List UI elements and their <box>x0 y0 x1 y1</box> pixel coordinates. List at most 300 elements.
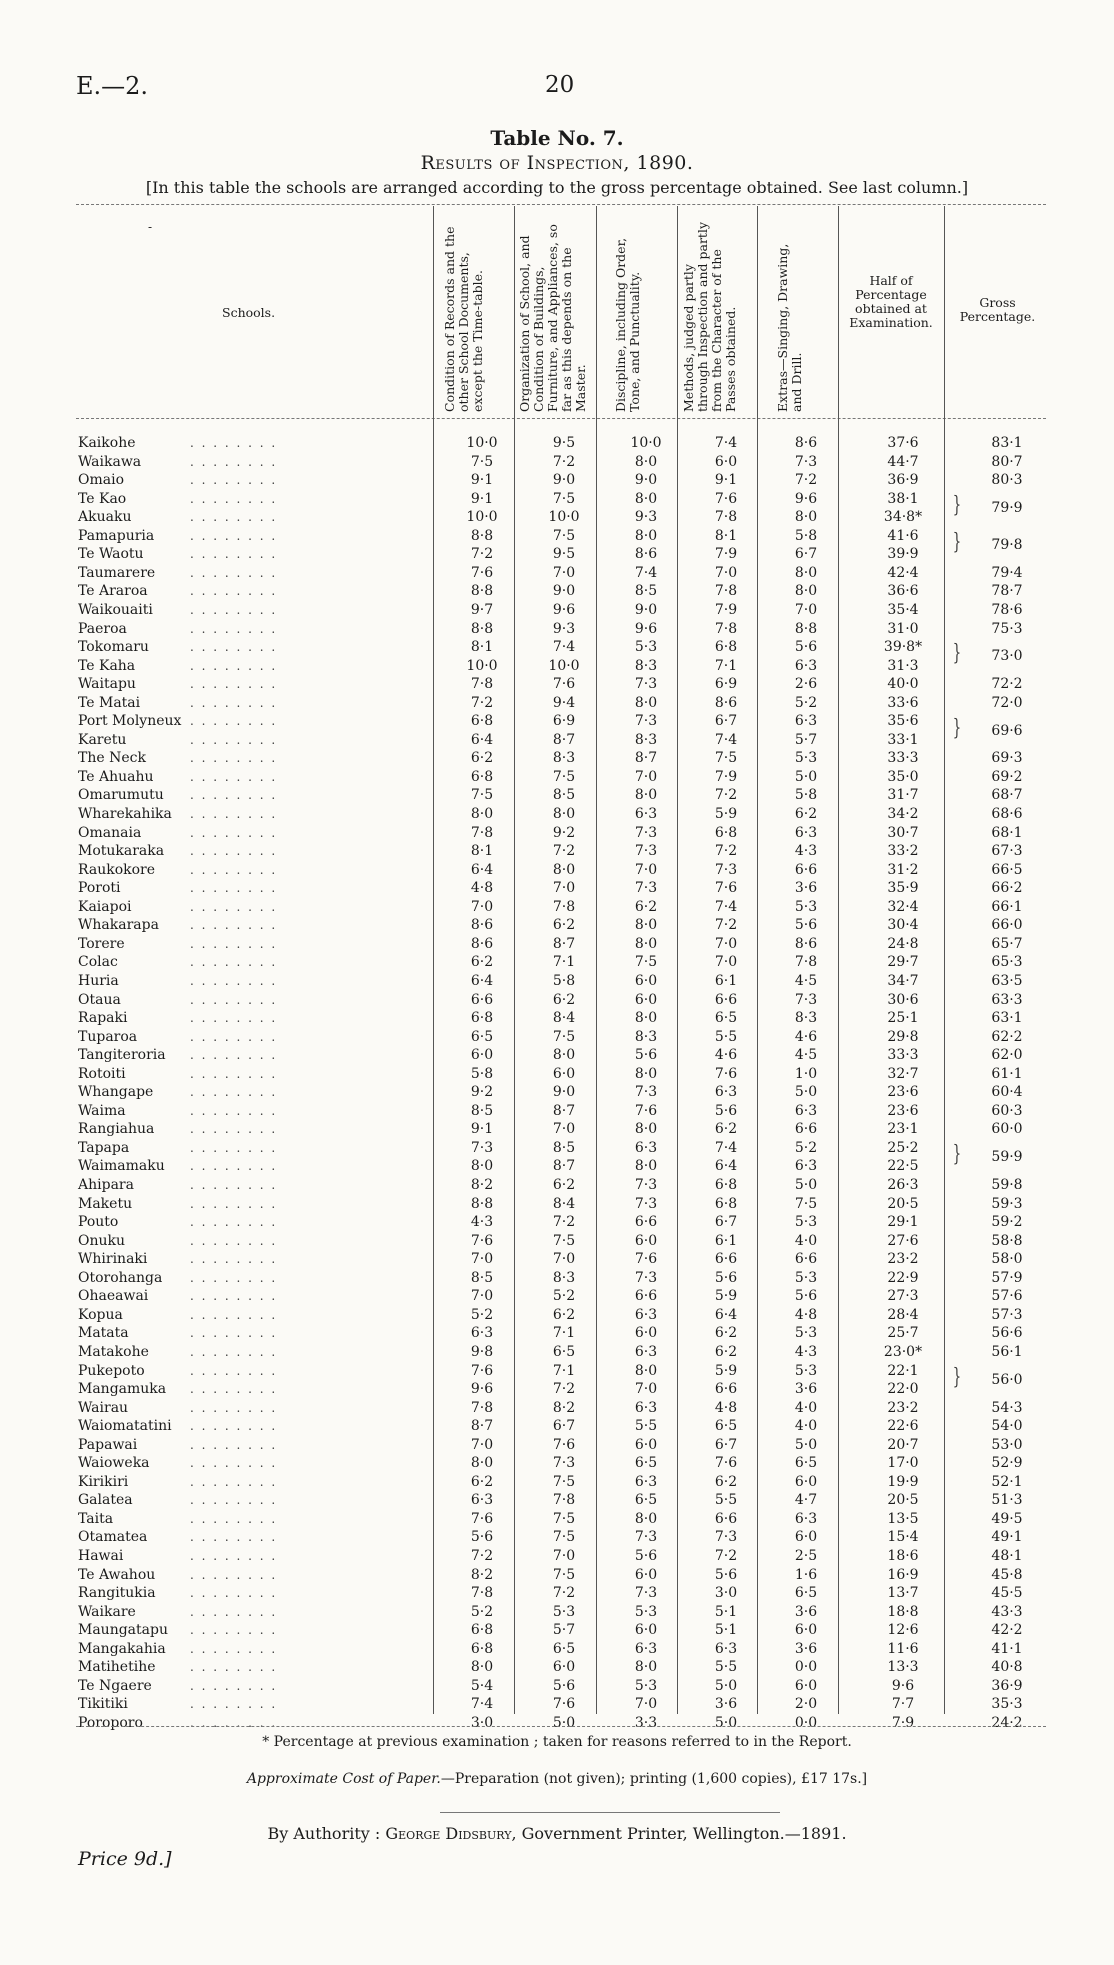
cell-c4: 6·8 <box>714 824 738 841</box>
cell-c1: 7·3 <box>470 1139 494 1156</box>
leader-dots: . . . . . . . . <box>190 881 278 896</box>
cell-c7: 78·7 <box>991 583 1023 600</box>
cell-c4: 7·8 <box>714 583 738 600</box>
leader-dots: . . . . . . . . <box>190 732 278 747</box>
cell-c6: 40·0 <box>887 676 919 693</box>
cell-c2: 7·8 <box>552 898 576 915</box>
cell-c5: 5·0 <box>794 1084 818 1101</box>
cell-c5: 8·6 <box>794 935 818 952</box>
cell-c6: 23·1 <box>887 1121 919 1138</box>
cell-c2: 7·5 <box>552 490 576 507</box>
table-row <box>0 582 1114 600</box>
leader-dots: . . . . . . . . <box>190 1103 278 1118</box>
cell-c1: 7·6 <box>470 1362 494 1379</box>
authority-rule <box>440 1812 780 1813</box>
leader-dots: . . . . . . . . <box>190 1011 278 1026</box>
cell-c1: 8·1 <box>470 639 494 656</box>
cell-c1: 6·2 <box>470 954 494 971</box>
school-name: Paeroa <box>78 620 127 637</box>
cell-c2: 5·8 <box>552 972 576 989</box>
cell-c5: 7·0 <box>794 601 818 618</box>
cell-c7: 62·2 <box>991 1028 1023 1045</box>
cell-c2: 5·0 <box>552 1714 576 1731</box>
cell-c1: 7·0 <box>470 1288 494 1305</box>
table-row <box>0 1343 1114 1361</box>
table-row <box>0 1213 1114 1231</box>
cell-c2: 8·7 <box>552 935 576 952</box>
cell-c4: 6·9 <box>714 676 738 693</box>
cell-c2: 9·5 <box>552 546 576 563</box>
brace-mark: } <box>952 641 962 667</box>
cell-c7: 80·3 <box>991 472 1023 489</box>
header-top-rule <box>76 204 1046 205</box>
table-row <box>0 453 1114 471</box>
cell-c3: 6·5 <box>634 1492 658 1509</box>
cell-c6: 31·7 <box>887 787 919 804</box>
cell-c4: 5·5 <box>714 1028 738 1045</box>
cell-c2: 8·3 <box>552 1269 576 1286</box>
table-row <box>0 1306 1114 1324</box>
table-row <box>0 1491 1114 1509</box>
cell-c3: 7·3 <box>634 824 658 841</box>
cell-c1: 8·8 <box>470 583 494 600</box>
cell-c2: 7·5 <box>552 1028 576 1045</box>
school-name: Matihetihe <box>78 1659 156 1676</box>
cell-c5: 5·8 <box>794 787 818 804</box>
cell-c5: 6·3 <box>794 1158 818 1175</box>
cell-c7: 65·7 <box>991 935 1023 952</box>
cell-c5: 0·0 <box>794 1659 818 1676</box>
cell-c4: 6·7 <box>714 1436 738 1453</box>
leader-dots: . . . . . . . . <box>190 1178 278 1192</box>
cell-c5: 8·3 <box>794 1010 818 1027</box>
cell-c5: 2·5 <box>794 1548 818 1564</box>
cell-c3: 7·5 <box>634 954 658 971</box>
cell-c3: 8·0 <box>634 1158 658 1175</box>
school-name: Poroporo <box>78 1714 143 1731</box>
cell-c6: 29·7 <box>887 954 919 971</box>
school-name: Maketu <box>78 1195 133 1212</box>
cell-c5: 2·6 <box>794 676 818 693</box>
cell-c4: 5·9 <box>714 1362 738 1379</box>
leader-dots: . . . . . . . . <box>190 1289 278 1304</box>
table-row <box>0 898 1114 916</box>
cell-c1: 5·2 <box>470 1603 494 1620</box>
cell-c5: 6·0 <box>794 1622 818 1639</box>
school-name: Akuaku <box>78 509 132 526</box>
braced-gross-percentage <box>0 1371 1114 1389</box>
cell-c6: 25·7 <box>887 1325 919 1342</box>
cell-c1: 6·8 <box>470 713 494 730</box>
leader-dots: . . . . . . . . <box>190 1456 278 1471</box>
school-name: Pukepoto <box>78 1362 145 1379</box>
cell-c4: 6·6 <box>714 1510 738 1527</box>
school-name: Pamapuria <box>78 527 155 544</box>
cell-c3: 6·3 <box>634 1399 658 1416</box>
table-row <box>0 675 1114 693</box>
cell-c5: 5·3 <box>794 1269 818 1286</box>
cell-c3: 9·3 <box>634 509 658 526</box>
table-row <box>0 1065 1114 1083</box>
cell-c6: 16·9 <box>887 1566 919 1583</box>
table-row <box>0 1250 1114 1268</box>
cell-c4: 8·1 <box>714 527 738 544</box>
cell-c5: 4·3 <box>794 843 818 860</box>
school-name: Maungatapu <box>78 1622 168 1639</box>
cell-c5: 5·6 <box>794 1288 818 1305</box>
cell-c6: 18·6 <box>887 1548 919 1564</box>
cell-c6: 7·7 <box>891 1696 915 1713</box>
cell-c1: 6·8 <box>470 1010 494 1027</box>
cell-c7: 72·2 <box>991 676 1023 693</box>
brace-mark: } <box>952 530 962 556</box>
cell-c1: 7·5 <box>470 453 494 470</box>
cell-c4: 4·8 <box>714 1399 738 1416</box>
cell-c6: 34·8* <box>883 509 923 526</box>
authority-line <box>0 1824 1114 1843</box>
cell-c4: 7·6 <box>714 1455 738 1472</box>
cell-c6: 25·1 <box>887 1010 919 1027</box>
cell-c4: 7·2 <box>714 1548 738 1564</box>
school-name: Taumarere <box>78 564 156 581</box>
cell-c3: 6·0 <box>634 1325 658 1342</box>
cell-c3: 7·3 <box>634 843 658 860</box>
cell-c5: 6·3 <box>794 1510 818 1527</box>
table-row <box>0 1102 1114 1120</box>
cell-c3: 5·6 <box>634 1047 658 1064</box>
leader-dots: . . . . . . . . <box>190 1066 278 1081</box>
cell-c2: 9·6 <box>552 601 576 618</box>
leader-dots: . . . . . . . . <box>190 769 278 784</box>
cell-c7: 83·1 <box>991 435 1023 451</box>
cell-c5: 4·0 <box>794 1399 818 1416</box>
cell-c6: 22·9 <box>887 1269 919 1286</box>
cell-c5: 5·2 <box>794 1139 818 1156</box>
cell-c5: 5·6 <box>794 917 818 934</box>
leader-dots: . . . . . . . . <box>190 1159 278 1174</box>
cell-c6: 13·3 <box>887 1659 919 1676</box>
school-name: Te Kao <box>78 490 127 507</box>
cell-c5: 8·0 <box>794 564 818 581</box>
cell-c5: 5·3 <box>794 898 818 915</box>
cell-c2: 6·0 <box>552 1659 576 1676</box>
school-name: Waima <box>78 1102 126 1119</box>
cell-c6: 23·2 <box>887 1251 919 1268</box>
cell-c2: 7·0 <box>552 1251 576 1268</box>
school-name: Otorohanga <box>78 1269 163 1286</box>
cell-c1: 7·8 <box>470 824 494 841</box>
cell-c1: 6·2 <box>470 1473 494 1490</box>
cell-c6: 23·0* <box>883 1343 923 1360</box>
table-row <box>0 1324 1114 1342</box>
cell-c4: 7·6 <box>714 880 738 897</box>
cell-c2: 5·7 <box>552 1622 576 1639</box>
cell-c1: 9·8 <box>470 1343 494 1360</box>
cell-c3: 7·3 <box>634 1195 658 1212</box>
leader-dots: . . . . . . . . <box>190 862 278 877</box>
leader-dots: . . . . . . . . <box>190 1029 278 1044</box>
cell-c3: 6·3 <box>634 806 658 822</box>
cell-c4: 5·6 <box>714 1566 738 1583</box>
header-extras: Extras—Singing, Drawing, and Drill. <box>775 243 804 412</box>
cell-c5: 0·0 <box>794 1714 818 1731</box>
cell-c2: 8·0 <box>552 806 576 822</box>
leader-dots: . . . . . . . . <box>190 1419 278 1434</box>
school-name: Te Araroa <box>78 583 148 600</box>
cell-c1: 8·1 <box>470 843 494 860</box>
cell-c5: 6·6 <box>794 1251 818 1268</box>
cell-c6: 13·7 <box>887 1585 919 1602</box>
header-methods: Methods, judged partly through Inspection and partly from the Character of the Passes obtained. <box>681 221 738 412</box>
table-row <box>0 991 1114 1009</box>
cell-c7: 66·2 <box>991 880 1023 897</box>
cell-c1: 7·8 <box>470 676 494 693</box>
cell-c6: 22·5 <box>887 1158 919 1175</box>
table-row <box>0 1658 1114 1676</box>
cell-c6: 28·4 <box>887 1306 919 1323</box>
cell-c7: 57·6 <box>991 1288 1023 1305</box>
school-name: Pouto <box>78 1214 119 1231</box>
cell-c3: 6·5 <box>634 1455 658 1472</box>
school-name: Otaua <box>78 991 121 1008</box>
cell-c7: 63·3 <box>991 991 1023 1008</box>
cell-c3: 7·0 <box>634 1381 658 1398</box>
cell-c1: 8·2 <box>470 1177 494 1193</box>
braced-gross-percentage <box>0 536 1114 554</box>
school-name: Raukokore <box>78 861 156 878</box>
cell-c6: 38·1 <box>887 490 919 507</box>
school-name: Rangiahua <box>78 1121 155 1138</box>
cell-c6: 35·4 <box>887 601 919 618</box>
cell-c4: 7·0 <box>714 954 738 971</box>
leader-dots: . . . . . . . . <box>190 807 278 821</box>
cell-c1: 8·0 <box>470 1455 494 1472</box>
cell-c7: 62·0 <box>991 1047 1023 1064</box>
cell-c7: 57·9 <box>991 1269 1023 1286</box>
cell-c6: 31·2 <box>887 861 919 878</box>
leader-dots: . . . . . . . . <box>190 1530 278 1545</box>
school-name: Kaiapoi <box>78 898 132 915</box>
cell-c2: 7·6 <box>552 1436 576 1453</box>
leader-dots: . . . . . . . . <box>190 1623 278 1638</box>
school-name: Galatea <box>78 1492 133 1509</box>
cell-c3: 8·7 <box>634 750 658 767</box>
cell-c5: 4·7 <box>794 1492 818 1509</box>
cell-c6: 27·3 <box>887 1288 919 1305</box>
table-row <box>0 620 1114 638</box>
cell-c3: 8·0 <box>634 1010 658 1027</box>
cell-c7: 56·1 <box>991 1343 1023 1360</box>
cell-c1: 8·5 <box>470 1102 494 1119</box>
school-name: Colac <box>78 954 118 971</box>
cell-c6: 20·7 <box>887 1436 919 1453</box>
cell-c4: 7·9 <box>714 768 738 785</box>
leader-dots: . . . . . . . . <box>190 565 278 580</box>
cell-c2: 7·2 <box>552 1381 576 1398</box>
leader-dots: . . . . . . . . <box>190 1660 278 1675</box>
school-name: Kopua <box>78 1306 123 1323</box>
cell-c6: 39·8* <box>883 639 923 656</box>
cell-c3: 8·3 <box>634 657 658 674</box>
leader-dots: . . . . . . . . <box>190 1382 278 1397</box>
cell-c2: 8·5 <box>552 1139 576 1156</box>
cell-c6: 32·4 <box>887 898 919 915</box>
cell-c7: 48·1 <box>991 1548 1023 1564</box>
cell-c7: 79·4 <box>991 564 1023 581</box>
cell-c7: 54·3 <box>991 1399 1023 1416</box>
school-name: Ohaeawai <box>78 1288 149 1305</box>
cell-c3: 8·5 <box>634 583 658 600</box>
cell-c7: 52·1 <box>991 1473 1023 1490</box>
cell-c4: 7·2 <box>714 787 738 804</box>
cell-c5: 5·3 <box>794 750 818 767</box>
table-bottom-rule <box>76 1726 1046 1727</box>
school-name: Whirinaki <box>78 1251 148 1268</box>
table-row <box>0 1399 1114 1417</box>
table-subtitle: Results of Inspection, 1890. <box>420 152 694 174</box>
cell-c3: 8·0 <box>634 490 658 507</box>
leader-dots: . . . . . . . . <box>190 751 278 766</box>
cell-c1: 8·2 <box>470 1566 494 1583</box>
cell-c7: 79·9 <box>991 499 1023 516</box>
cell-c3: 5·3 <box>634 1603 658 1620</box>
cell-c1: 7·6 <box>470 564 494 581</box>
cell-c3: 8·0 <box>634 787 658 804</box>
cell-c5: 4·3 <box>794 1343 818 1360</box>
cell-c1: 5·4 <box>470 1677 494 1694</box>
table-row <box>0 1120 1114 1138</box>
header-records: Condition of Records and the other School Documents, except the Time-table. <box>442 226 485 412</box>
cell-c5: 6·0 <box>794 1529 818 1546</box>
cell-c4: 6·3 <box>714 1640 738 1657</box>
cell-c7: 60·0 <box>991 1121 1023 1138</box>
cell-c2: 7·2 <box>552 1214 576 1231</box>
cell-c6: 24·8 <box>887 935 919 952</box>
table-row <box>0 1547 1114 1565</box>
cell-c1: 6·5 <box>470 1028 494 1045</box>
cell-c1: 8·6 <box>470 917 494 934</box>
cell-c2: 7·5 <box>552 768 576 785</box>
cell-c1: 7·5 <box>470 787 494 804</box>
cell-c3: 6·6 <box>634 1214 658 1231</box>
school-name: Wharekahika <box>78 806 172 822</box>
cell-c3: 3·3 <box>634 1714 658 1731</box>
cell-c2: 6·9 <box>552 713 576 730</box>
leader-dots: . . . . . . . . <box>190 1511 278 1526</box>
cell-c4: 3·0 <box>714 1585 738 1602</box>
cell-c2: 9·2 <box>552 824 576 841</box>
cell-c4: 6·6 <box>714 1381 738 1398</box>
cell-c6: 9·6 <box>891 1677 915 1694</box>
cell-c5: 4·8 <box>794 1306 818 1323</box>
cell-c4: 6·2 <box>714 1121 738 1138</box>
cell-c5: 3·6 <box>794 1381 818 1398</box>
school-name: Hawai <box>78 1548 124 1564</box>
authority-prefix: By Authority : <box>267 1824 386 1843</box>
cell-c7: 59·2 <box>991 1214 1023 1231</box>
cell-c1: 10·0 <box>466 509 498 526</box>
cell-c6: 23·6 <box>887 1102 919 1119</box>
school-name: Waitapu <box>78 676 136 693</box>
cell-c4: 7·4 <box>714 1139 738 1156</box>
cell-c4: 6·2 <box>714 1325 738 1342</box>
table-row <box>0 1046 1114 1064</box>
cell-c7: 69·2 <box>991 768 1023 785</box>
cell-c5: 7·8 <box>794 954 818 971</box>
cell-c5: 6·5 <box>794 1455 818 1472</box>
cell-c4: 6·5 <box>714 1418 738 1435</box>
leader-dots: . . . . . . . . <box>190 1326 278 1341</box>
cell-c5: 5·8 <box>794 527 818 544</box>
leader-dots: . . . . . . . . <box>190 658 278 673</box>
table-row <box>0 786 1114 804</box>
cell-c4: 3·6 <box>714 1696 738 1713</box>
cell-c4: 7·2 <box>714 843 738 860</box>
cell-c3: 8·3 <box>634 1028 658 1045</box>
table-row <box>0 1269 1114 1287</box>
cell-c2: 9·5 <box>552 435 576 451</box>
cell-c5: 7·2 <box>794 472 818 489</box>
cell-c3: 7·6 <box>634 1251 658 1268</box>
cell-c7: 63·5 <box>991 972 1023 989</box>
cell-c3: 8·0 <box>634 935 658 952</box>
cell-c6: 30·4 <box>887 917 919 934</box>
cell-c6: 33·2 <box>887 843 919 860</box>
cell-c4: 6·6 <box>714 1251 738 1268</box>
leader-dots: . . . . . . . . <box>190 1437 278 1452</box>
cell-c6: 18·8 <box>887 1603 919 1620</box>
cell-c4: 6·7 <box>714 1214 738 1231</box>
table-row <box>0 694 1114 712</box>
cell-c4: 7·0 <box>714 564 738 581</box>
cell-c6: 20·5 <box>887 1195 919 1212</box>
leader-dots: . . . . . . . . <box>190 695 278 710</box>
brace-mark: } <box>952 1364 962 1390</box>
cell-c2: 9·0 <box>552 583 576 600</box>
cell-c5: 3·6 <box>794 1603 818 1620</box>
cell-c7: 53·0 <box>991 1436 1023 1453</box>
cell-c7: 43·3 <box>991 1603 1023 1620</box>
cell-c1: 6·8 <box>470 768 494 785</box>
table-row <box>0 861 1114 879</box>
cell-c1: 8·8 <box>470 527 494 544</box>
school-name: Rangitukia <box>78 1585 156 1602</box>
cell-c5: 4·5 <box>794 1047 818 1064</box>
cell-c6: 22·1 <box>887 1362 919 1379</box>
leader-dots: . . . . . . . . <box>190 1697 278 1712</box>
cell-c7: 24·2 <box>991 1714 1023 1731</box>
school-name: Tapapa <box>78 1139 130 1156</box>
cell-c7: 49·5 <box>991 1510 1023 1527</box>
school-name: Mangakahia <box>78 1640 166 1657</box>
header-discipline: Discipline, including Order, Tone, and Punctuality. <box>613 237 642 412</box>
cell-c3: 7·3 <box>634 1529 658 1546</box>
leader-dots: . . . . . . . . <box>190 1678 278 1693</box>
cell-c3: 6·0 <box>634 1232 658 1249</box>
cell-c7: 40·8 <box>991 1659 1023 1676</box>
leader-dots: . . . . . . . . <box>190 1549 278 1563</box>
cell-c2: 7·5 <box>552 1529 576 1546</box>
school-name: Tikitiki <box>78 1696 128 1713</box>
cell-c5: 6·3 <box>794 824 818 841</box>
cell-c2: 6·0 <box>552 1065 576 1082</box>
cell-c3: 8·0 <box>634 453 658 470</box>
cell-c6: 22·6 <box>887 1418 919 1435</box>
cell-c3: 9·0 <box>634 472 658 489</box>
cell-c7: 61·1 <box>991 1065 1023 1082</box>
table-row <box>0 842 1114 860</box>
cell-c3: 7·3 <box>634 1585 658 1602</box>
